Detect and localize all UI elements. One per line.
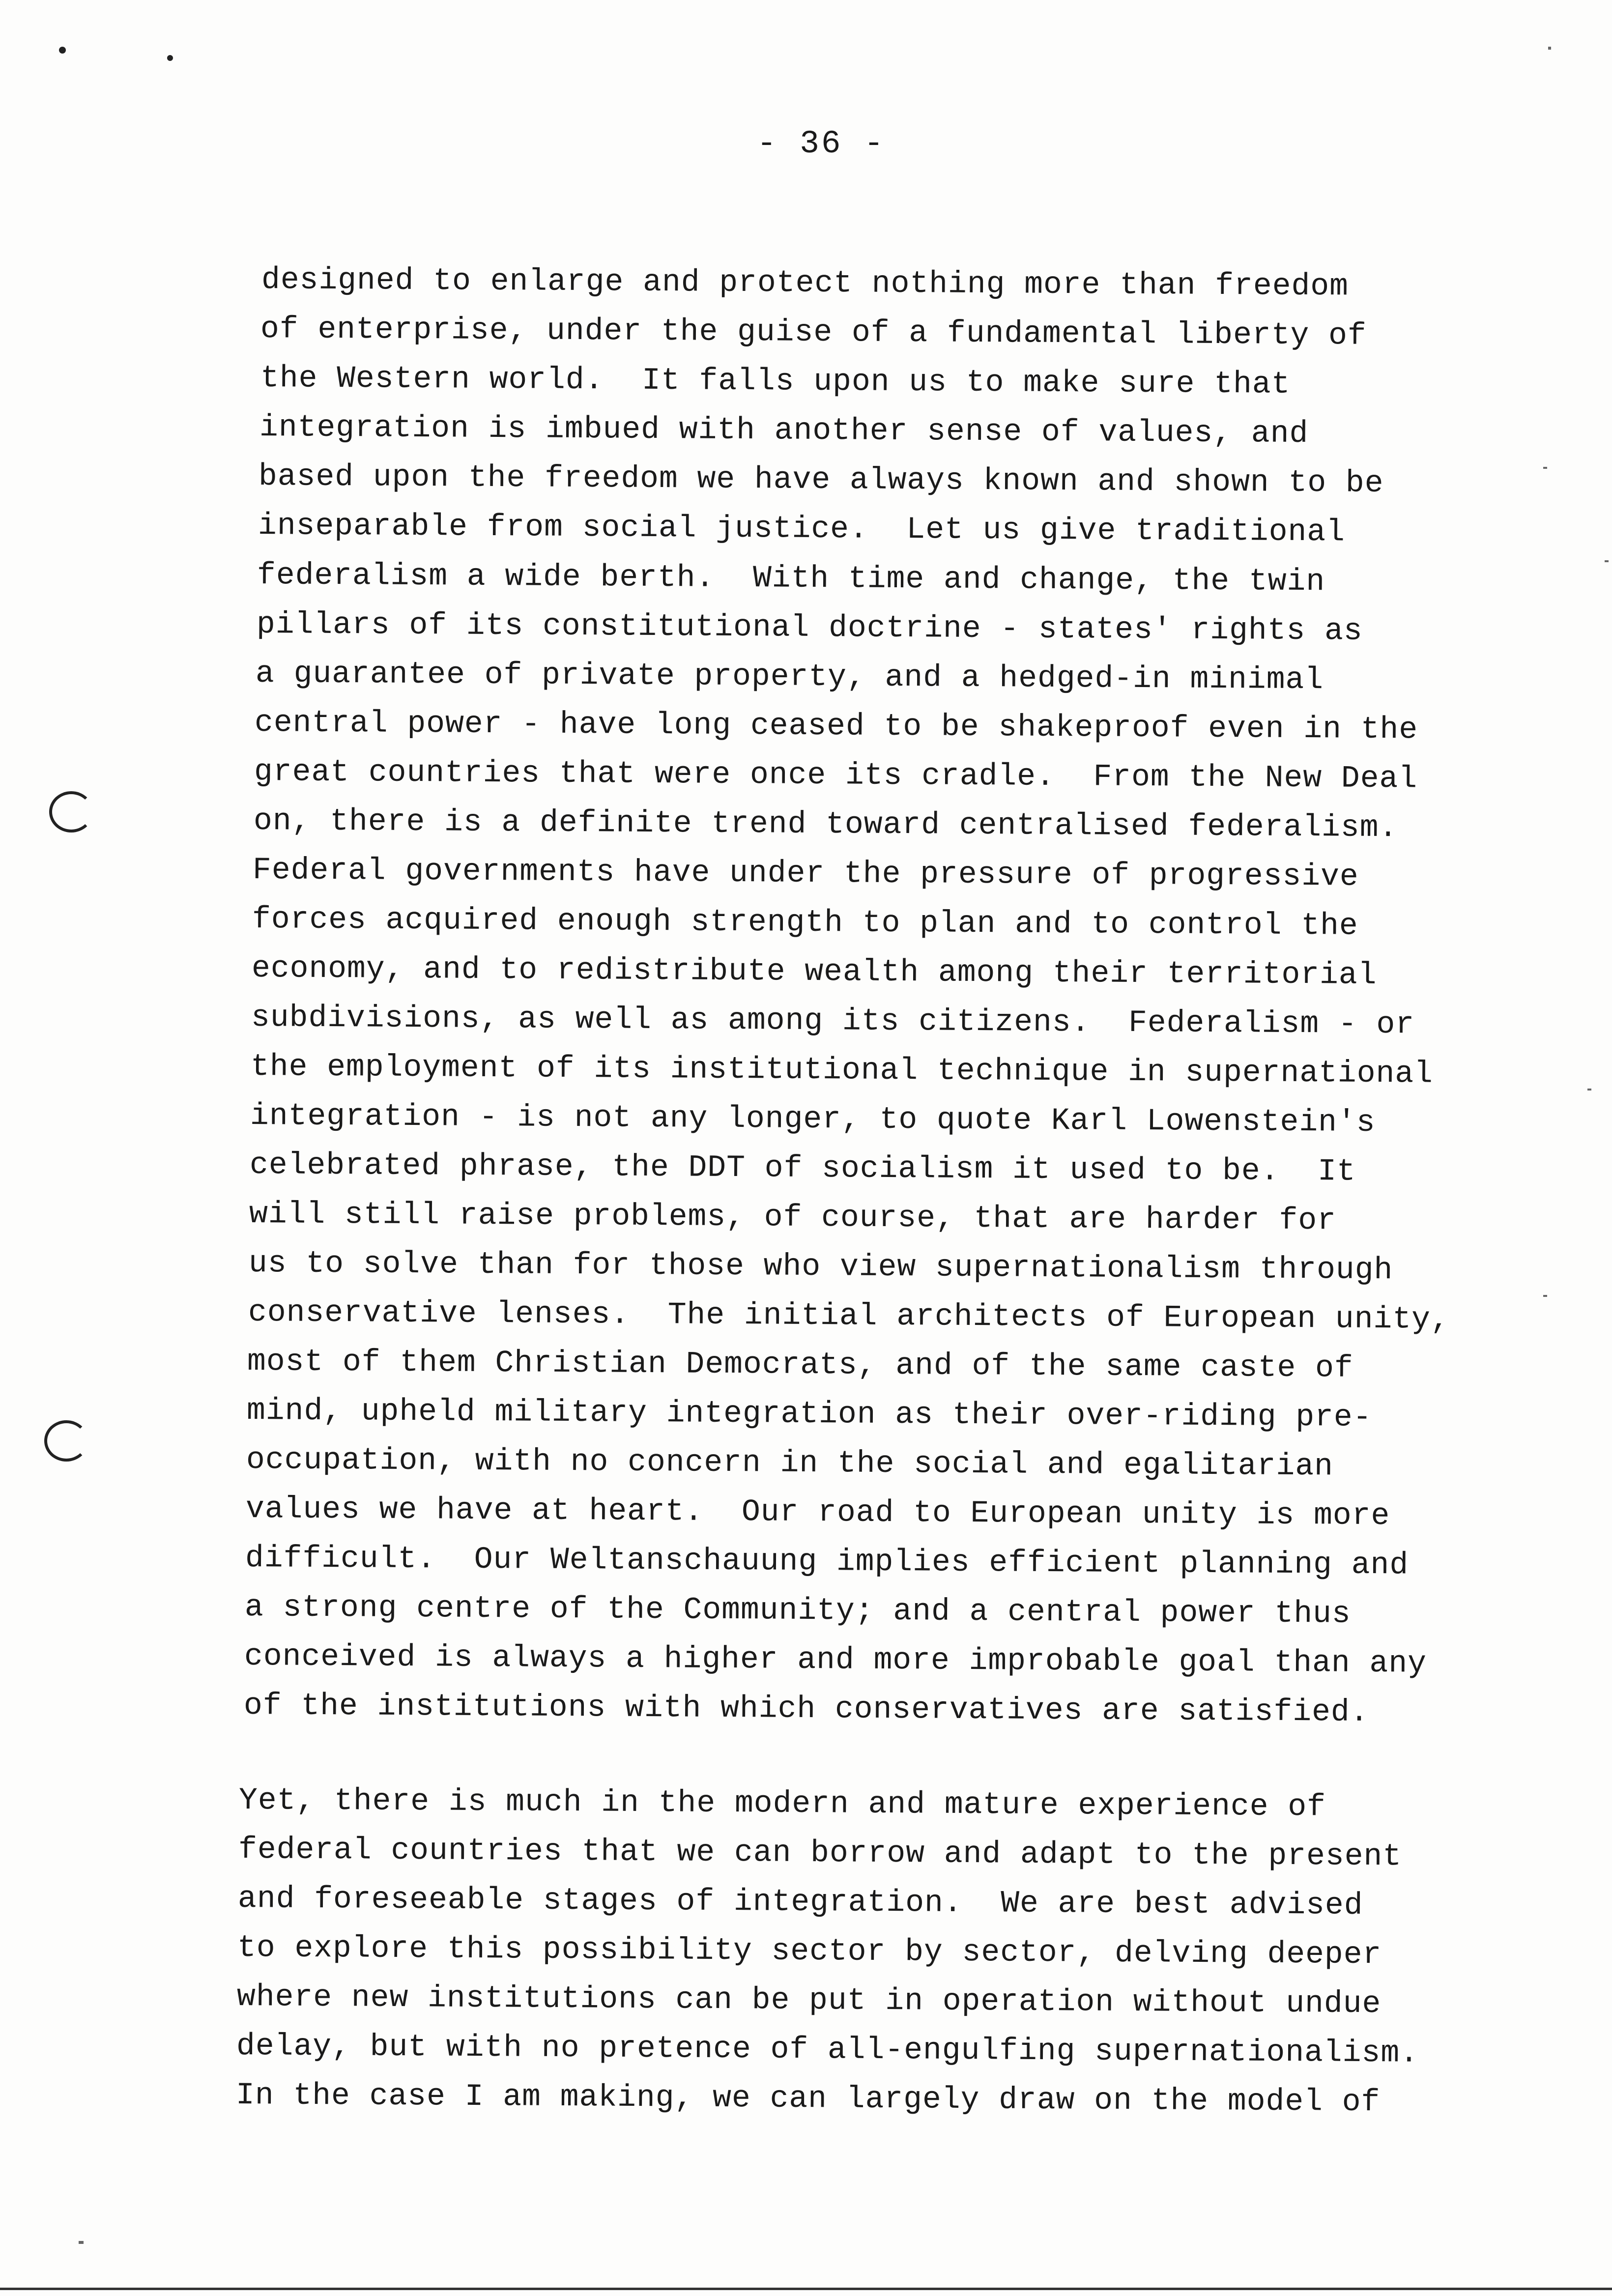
text-line: Yet, there is much in the modern and mature experience of — [238, 1783, 1326, 1825]
scan-mark — [1605, 560, 1609, 562]
text-line: a strong centre of the Community; and a central power thus — [244, 1590, 1351, 1632]
margin-mark — [167, 55, 173, 61]
page-number: - 36 - — [757, 125, 886, 162]
text-line: pillars of its constitutional doctrine - states' rights as — [256, 607, 1363, 649]
text-line: most of them Christian Democrats, and of the same caste of — [247, 1344, 1353, 1386]
text-line: conservative lenses. The initial architects of European unity, — [248, 1295, 1450, 1337]
text-line: difficult. Our Weltanschauung implies efficient planning and — [245, 1541, 1409, 1583]
punch-hole — [49, 791, 93, 832]
text-line: central power - have long ceased to be shakeproof even in the — [254, 705, 1418, 747]
text-line: delay, but with no pretence of all-engulfing supernationalism. — [236, 2029, 1419, 2071]
text-line: conceived is always a higher and more improbable goal than any — [244, 1639, 1427, 1681]
scan-mark — [1587, 1089, 1591, 1091]
text-line: the employment of its institutional technique in supernational — [250, 1049, 1434, 1091]
text-line: federal countries that we can borrow and adapt to the present — [238, 1832, 1402, 1874]
text-line: will still raise problems, of course, that are harder for — [249, 1197, 1337, 1238]
text-line: celebrated phrase, the DDT of socialism it used to be. It — [249, 1148, 1356, 1189]
text-line: based upon the freedom we have always known and shown to be — [258, 459, 1384, 501]
margin-mark — [59, 47, 66, 54]
scan-mark — [1543, 1295, 1547, 1297]
text-line: and foreseeable stages of integration. We are best advised — [237, 1881, 1363, 1923]
scan-mark — [1543, 467, 1547, 469]
text-line: integration - is not any longer, to quote Karl Lowenstein's — [250, 1098, 1376, 1140]
text-line: great countries that were once its cradle. From the New Deal — [254, 754, 1418, 797]
text-line: economy, and to redistribute wealth among their territorial — [251, 951, 1377, 993]
text-line: integration is imbued with another sense of values, and — [259, 410, 1309, 452]
text-line: on, there is a definite trend toward centralised federalism. — [253, 804, 1398, 846]
text-line: values we have at heart. Our road to European unity is more — [245, 1492, 1390, 1534]
punch-hole — [44, 1420, 88, 1462]
text-line: federalism a wide berth. With time and change, the twin — [257, 558, 1325, 600]
text-line: inseparable from social justice. Let us give traditional — [258, 508, 1346, 550]
page-bottom-edge — [0, 2288, 1612, 2290]
text-line: designed to enlarge and protect nothing more than freedom — [261, 262, 1349, 304]
text-line: forces acquired enough strength to plan and to control the — [252, 902, 1358, 944]
scan-mark — [1548, 47, 1551, 50]
text-line: subdivisions, as well as among its citizens. Federalism - or — [251, 1000, 1415, 1042]
scan-mark — [79, 2241, 84, 2244]
text-line: mind, upheld military integration as their over-riding pre- — [246, 1393, 1372, 1435]
text-line: us to solve than for those who view supernationalism through — [248, 1246, 1393, 1288]
text-line: where new institutions can be put in operation without undue — [236, 1980, 1382, 2022]
text-line: to explore this possibility sector by sector, delving deeper — [237, 1930, 1382, 1973]
text-line: occupation, with no concern in the social and egalitarian — [246, 1442, 1334, 1484]
text-line: Federal governments have under the pressure of progressive — [252, 853, 1359, 894]
text-line: of the institutions with which conservatives are satisfied. — [243, 1688, 1369, 1730]
text-line: of enterprise, under the guise of a fundamental liberty of — [260, 312, 1367, 353]
text-line: a guarantee of private property, and a hedged-in minimal — [255, 656, 1324, 698]
text-line: the Western world. It falls upon us to make sure that — [260, 361, 1291, 402]
text-line: In the case I am making, we can largely draw on the model of — [235, 2078, 1381, 2120]
